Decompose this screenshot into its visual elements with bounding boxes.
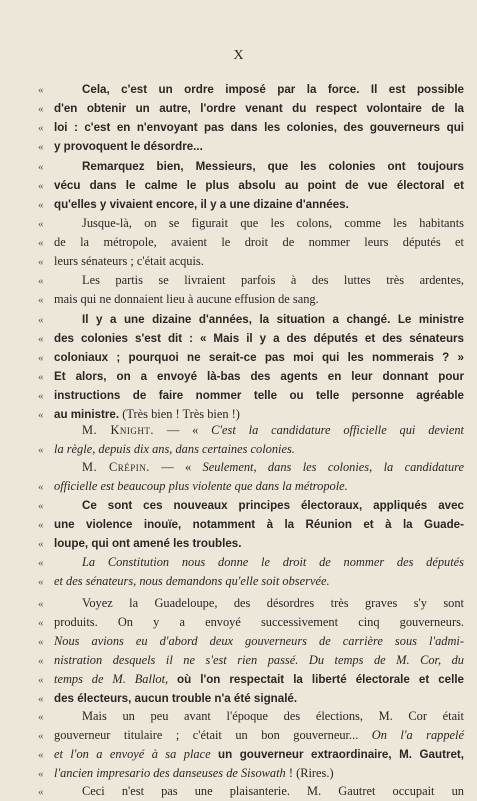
line-text — [54, 670, 464, 689]
text-line — [38, 348, 471, 366]
text-line — [38, 515, 471, 533]
text-run: un gouverneur extraordinaire, M. Gautret, — [218, 748, 464, 761]
text-line — [38, 214, 471, 232]
line-text — [54, 310, 464, 329]
text-run: vécu dans le calme le plus absolu au point de vue électoral et — [54, 179, 464, 192]
text-line — [38, 157, 471, 175]
text-run: Voyez la Guadeloupe, des désordres très graves s'y sont — [82, 596, 464, 610]
quote-mark: « — [38, 161, 44, 173]
quote-mark: « — [38, 768, 44, 780]
quote-mark: « — [38, 538, 44, 550]
text-run: — « — [149, 460, 203, 474]
text-line — [38, 613, 471, 631]
line-text — [54, 477, 464, 495]
text-run: au ministre. — [54, 408, 123, 421]
quote-mark: « — [38, 576, 44, 588]
text-run: produits. On y a envoyé successivement cinq gouverneurs. — [54, 615, 464, 629]
text-run: On l'a rappelé — [371, 728, 464, 742]
text-line — [38, 176, 471, 194]
text-line — [38, 670, 471, 688]
text-run: et l'on a envoyé à sa place — [54, 747, 218, 761]
quote-mark: « — [38, 598, 44, 610]
line-text — [54, 271, 464, 289]
text-run: loupe, qui ont amené les troubles. — [54, 537, 242, 550]
text-run: y provoquent le désordre... — [54, 140, 203, 153]
line-text — [54, 726, 464, 744]
quote-mark: « — [38, 390, 44, 402]
quote-mark: « — [38, 180, 44, 192]
text-run: l'ancien impresario des danseuses de Sisowath — [54, 766, 286, 780]
quote-mark: « — [38, 557, 44, 569]
line-text — [54, 137, 464, 156]
quote-mark: « — [38, 444, 44, 456]
line-text — [54, 367, 464, 386]
quote-mark: « — [38, 103, 44, 115]
text-line — [38, 233, 471, 251]
quote-mark: « — [38, 409, 44, 421]
text-line — [38, 764, 471, 782]
quote-mark: « — [38, 655, 44, 667]
line-text — [54, 118, 464, 137]
text-line — [38, 440, 471, 458]
text-line — [38, 118, 471, 136]
text-run: Jusque-là, on se figurait que les colons, comme les habitants — [82, 216, 464, 230]
quote-mark: « — [38, 333, 44, 345]
quote-mark: « — [38, 275, 44, 287]
text-line — [38, 534, 471, 552]
text-line — [38, 421, 471, 439]
line-text — [54, 707, 464, 725]
line-text — [54, 534, 464, 553]
text-run: — « — [154, 423, 212, 437]
text-line — [38, 290, 471, 308]
line-text — [54, 99, 464, 118]
quote-mark: « — [38, 256, 44, 268]
text-line — [38, 80, 471, 98]
line-text — [54, 553, 464, 571]
text-line — [38, 632, 471, 650]
quote-mark: « — [38, 519, 44, 531]
text-run: ! (Rires.) — [285, 766, 334, 780]
line-text — [54, 80, 464, 99]
text-run: temps de M. Ballot, — [54, 672, 178, 686]
text-line — [38, 594, 471, 612]
line-text — [54, 651, 464, 669]
text-run: Remarquez bien, Messieurs, que les colonies ont toujours — [82, 160, 464, 173]
line-text — [54, 782, 464, 800]
line-text — [54, 458, 464, 476]
text-run: nistration desquels il ne s'est rien passé. Du temps de M. Cor, du — [54, 653, 464, 667]
text-run: Les partis se livraient parfois à des luttes très ardentes, — [82, 273, 464, 287]
line-text — [54, 348, 464, 367]
line-text — [54, 176, 464, 195]
text-line — [38, 137, 471, 155]
text-run: des colonies s'est dit : « Mais il y a des députés et des sénateurs — [54, 332, 464, 345]
line-text — [54, 157, 464, 176]
quote-mark: « — [38, 749, 44, 761]
line-text — [54, 515, 464, 534]
text-run: M. Crépin. — [82, 460, 150, 474]
line-text — [54, 594, 464, 612]
text-run: loi : c'est en n'envoyant pas dans les colonies, des gouverneurs qui — [54, 121, 464, 134]
text-run: Ce sont ces nouveaux principes électoraux, appliqués avec — [82, 499, 464, 512]
text-run: Ceci n'est pas une plaisanterie. M. Gautret occupait un — [82, 784, 464, 798]
quote-mark: « — [38, 141, 44, 153]
quote-mark: « — [38, 481, 44, 493]
quote-mark: « — [38, 636, 44, 648]
text-run: instructions de faire nommer telle ou telle personne agréable — [54, 389, 464, 402]
text-line — [38, 252, 471, 270]
text-line — [38, 496, 471, 514]
quote-mark: « — [38, 730, 44, 742]
text-run: Et alors, on a envoyé là-bas des agents en leur donnant pour — [54, 370, 464, 383]
line-text — [54, 421, 464, 439]
text-run: et des sénateurs, nous demandons qu'elle soit observée. — [54, 574, 330, 588]
line-text — [54, 496, 464, 515]
line-text — [54, 386, 464, 405]
text-run: qu'elles y vivaient encore, il y a une dizaine d'années. — [54, 198, 349, 211]
quote-mark: « — [38, 122, 44, 134]
text-line — [38, 572, 471, 590]
text-run: mais qui ne donnaient lieu à aucune effusion de sang. — [54, 292, 319, 306]
text-run: une violence inouïe, notamment à la Réunion et à la Guade- — [54, 518, 464, 531]
quote-mark: « — [38, 617, 44, 629]
text-line — [38, 707, 471, 725]
text-line — [38, 458, 471, 476]
quote-mark: « — [38, 693, 44, 705]
line-text — [54, 329, 464, 348]
text-run: Nous avions eu d'abord deux gouverneurs de carrière sous l'admi- — [54, 634, 464, 648]
text-run: Seulement, dans les colonies, la candidature — [202, 460, 465, 474]
text-run: d'en obtenir un autre, l'ordre venant du respect volontaire de la — [54, 102, 464, 115]
text-line — [38, 310, 471, 328]
text-line — [38, 782, 471, 800]
line-text — [54, 252, 464, 270]
quote-mark: « — [38, 786, 44, 798]
quote-mark: « — [38, 314, 44, 326]
line-text — [54, 195, 464, 214]
text-line — [38, 367, 471, 385]
text-run: Il y a une dizaine d'années, la situation a changé. Le ministre — [82, 313, 464, 326]
quote-mark: « — [38, 218, 44, 230]
text-run: des électeurs, aucun trouble n'a été signalé. — [54, 692, 298, 705]
text-line — [38, 99, 471, 117]
text-run: la règle, depuis dix ans, dans certaines colonies. — [54, 442, 295, 456]
text-run: où l'on respectait la liberté électorale et celle — [177, 673, 465, 686]
text-line — [38, 477, 471, 495]
quote-mark: « — [38, 352, 44, 364]
text-run: de la métropole, avaient le droit de nommer leurs députés et — [54, 235, 464, 249]
text-line — [38, 386, 471, 404]
text-line — [38, 553, 471, 571]
quote-mark: « — [38, 294, 44, 306]
line-text — [54, 440, 464, 458]
line-text — [54, 613, 464, 631]
quote-mark: « — [38, 711, 44, 723]
text-run: leurs sénateurs ; c'était acquis. — [54, 254, 204, 268]
line-text — [54, 572, 464, 590]
text-line — [38, 689, 471, 707]
text-run: Mais un peu avant l'époque des élections, M. Cor était — [82, 709, 464, 723]
quote-mark: « — [38, 371, 44, 383]
text-run: M. Knight. — [82, 423, 154, 437]
text-run: (Très bien ! Très bien !) — [122, 407, 240, 421]
text-line — [38, 271, 471, 289]
line-text — [54, 745, 464, 764]
line-text — [54, 214, 464, 232]
page-number: X — [233, 48, 244, 63]
quote-mark: « — [38, 199, 44, 211]
line-text — [54, 290, 464, 308]
text-run: gouverneur titulaire ; c'était un bon gouverneur... — [54, 728, 372, 742]
text-run: C'est la candidature officielle qui devient — [211, 423, 464, 437]
quote-mark: « — [38, 674, 44, 686]
text-run: Cela, c'est un ordre imposé par la force. Il est possible — [82, 83, 464, 96]
text-line — [38, 329, 471, 347]
quote-mark: « — [38, 500, 44, 512]
text-run: La Constitution nous donne le droit de nommer des députés — [82, 555, 464, 569]
line-text — [54, 764, 464, 782]
quote-mark: « — [38, 237, 44, 249]
line-text — [54, 632, 464, 650]
text-run: coloniaux ; pourquoi ne serait-ce pas moi qui les nommerais ? » — [54, 351, 464, 364]
text-run: officielle est beaucoup plus violente que dans la métropole. — [54, 479, 348, 493]
text-line — [38, 745, 471, 763]
text-line — [38, 651, 471, 669]
quote-mark: « — [38, 84, 44, 96]
text-line — [38, 726, 471, 744]
line-text — [54, 689, 464, 708]
text-line — [38, 195, 471, 213]
line-text — [54, 233, 464, 251]
